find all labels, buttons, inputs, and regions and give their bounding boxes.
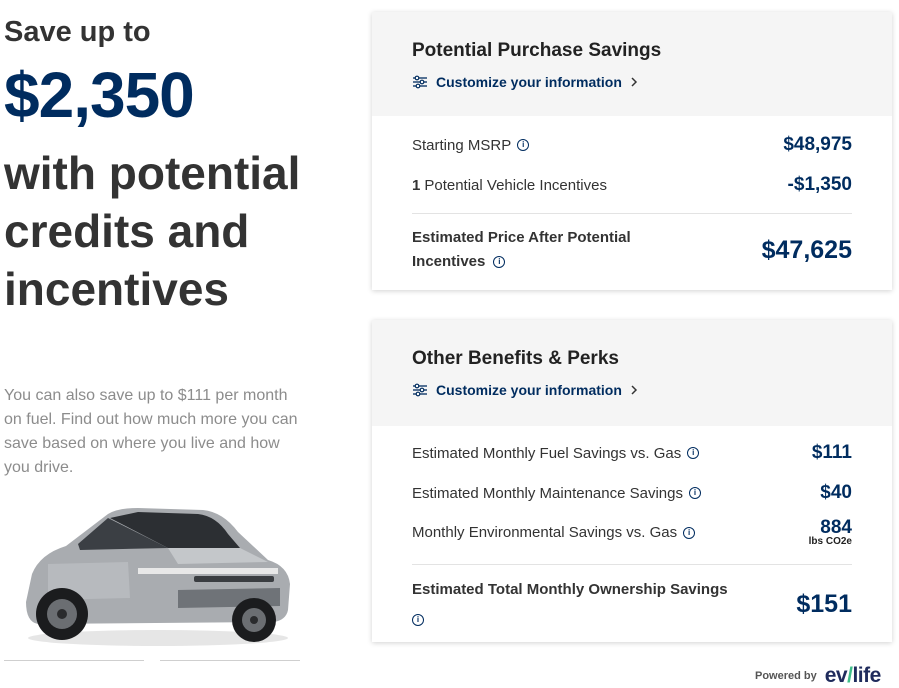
- info-icon[interactable]: i: [683, 527, 695, 539]
- divider: [412, 213, 852, 214]
- info-icon[interactable]: i: [493, 256, 505, 268]
- vehicle-image: [18, 502, 294, 648]
- msrp-label: Starting MSRP: [412, 136, 512, 154]
- total-savings-row: [412, 578, 852, 630]
- maintenance-savings-label: Estimated Monthly Maintenance Savings: [412, 484, 683, 502]
- maintenance-savings-row: [412, 482, 852, 504]
- fuel-savings-label: Estimated Monthly Fuel Savings vs. Gas: [412, 444, 682, 462]
- info-icon[interactable]: i: [689, 487, 701, 499]
- savings-amount: $2,350: [4, 59, 194, 131]
- environmental-savings-label: Monthly Environmental Savings vs. Gas: [412, 524, 678, 541]
- benefits-card: [372, 320, 892, 642]
- card-title: Potential Purchase Savings: [412, 40, 662, 61]
- estimated-label-line2: Incentives: [412, 253, 486, 270]
- powered-by-text: Powered by: [755, 670, 817, 682]
- environmental-savings-row: [412, 518, 852, 547]
- incentives-row: [412, 174, 852, 196]
- customize-label: Customize your information: [436, 74, 622, 90]
- info-icon[interactable]: i: [412, 614, 424, 626]
- total-savings-label: Estimated Total Monthly Ownership Savings: [412, 581, 728, 598]
- chevron-right-icon: [630, 76, 638, 88]
- card-title: Other Benefits & Perks: [412, 348, 619, 369]
- customize-label: Customize your information: [436, 382, 622, 398]
- chevron-right-icon: [630, 384, 638, 396]
- environmental-savings-value: 884: [820, 517, 852, 538]
- maintenance-savings-value: $40: [820, 482, 852, 503]
- total-savings-value: $151: [796, 589, 852, 618]
- powered-by: [755, 664, 881, 688]
- customize-info-link[interactable]: [412, 382, 638, 398]
- estimated-price-row: [412, 226, 852, 274]
- incentives-label: Potential Vehicle Incentives: [424, 176, 607, 194]
- save-upto-text: Save up to: [4, 16, 151, 48]
- estimated-price-value: $47,625: [761, 235, 852, 264]
- info-icon[interactable]: i: [517, 139, 529, 151]
- sliders-icon: [412, 75, 428, 89]
- hero-subtext: You can also save up to $111 per month on fuel. Find out how much more you can save based on where you live and how you drive.: [4, 387, 298, 476]
- environmental-savings-unit: lbs CO2e: [808, 536, 852, 547]
- carousel-indicator-2[interactable]: [160, 660, 300, 661]
- hero-headline: with potential credits and incentives: [4, 147, 301, 315]
- incentive-count[interactable]: 1: [412, 176, 421, 194]
- card-header: [372, 12, 892, 116]
- msrp-value: $48,975: [783, 134, 852, 155]
- fuel-savings-value: $111: [811, 442, 852, 463]
- info-icon[interactable]: i: [687, 447, 699, 459]
- evlife-logo[interactable]: ev/life: [824, 664, 881, 687]
- fuel-savings-row: [412, 442, 852, 464]
- divider: [412, 564, 852, 565]
- card-header: [372, 320, 892, 426]
- customize-info-link[interactable]: [412, 74, 638, 90]
- carousel-indicator-1[interactable]: [4, 660, 144, 661]
- sliders-icon: [412, 383, 428, 397]
- purchase-savings-card: [372, 12, 892, 290]
- msrp-row: [412, 134, 852, 156]
- estimated-label-line1: Estimated Price After Potential: [412, 229, 631, 246]
- incentives-value: -$1,350: [787, 174, 852, 195]
